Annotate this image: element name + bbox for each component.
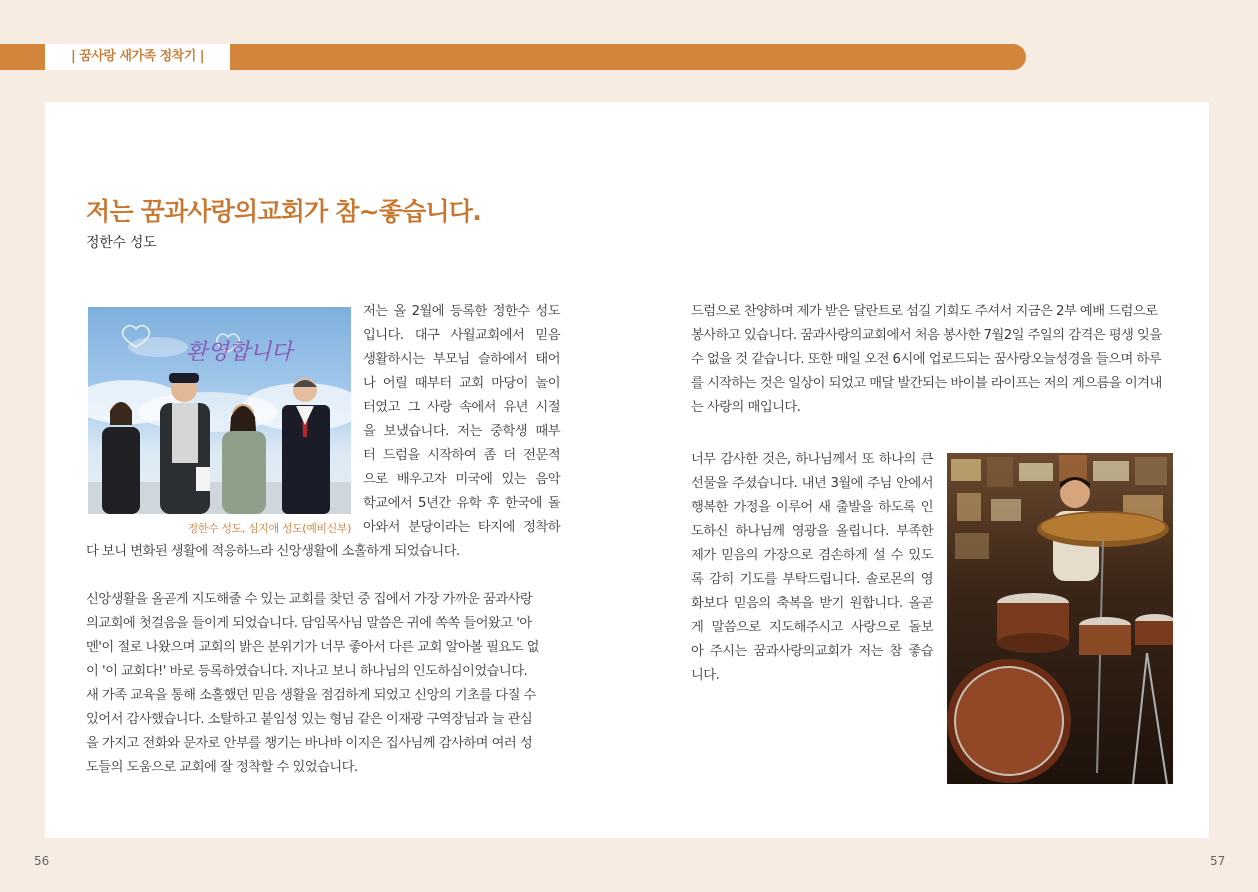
text-line: 도하신 하나님께 영광을 올립니다. 부족한 xyxy=(691,524,933,539)
text-line: 생활하시는 부모님 슬하에서 태어 xyxy=(363,352,560,367)
paragraph-serving xyxy=(691,300,1175,420)
photo-welcome-group-illustration xyxy=(88,307,351,514)
text-line: 멘'이 절로 나왔으며 교회의 밝은 분위기가 너무 좋아서 다른 교회 알아볼 필요도 없 xyxy=(86,640,539,655)
text-line: 을 가지고 전화와 문자로 안부를 챙기는 바나바 이지은 집사님께 감사하며 여러 성 xyxy=(86,736,533,751)
text-line: 선물을 주셨습니다. 내년 3월에 주님 안에서 xyxy=(691,476,933,491)
text-line: 으로 배우고자 미국에 있는 음악 xyxy=(363,472,560,487)
paragraph-intro-full xyxy=(86,540,560,564)
paragraph-gratitude xyxy=(691,448,933,688)
text-line: 행복한 가정을 이루어 새 출발을 하도록 인 xyxy=(691,500,933,515)
article-title: 저는 꿈과사랑의교회가 참~좋습니다. xyxy=(86,197,481,226)
photo-drummer-illustration xyxy=(947,453,1173,784)
text-line: 새 가족 교육을 통해 소홀했던 믿음 생활을 점검하게 되었고 신앙의 기초를 다질 수 xyxy=(86,688,536,703)
page-number-left: 56 xyxy=(34,854,50,868)
text-line: 아와서 분당이라는 타지에 정착하 xyxy=(363,520,560,535)
text-line: 게 말씀으로 지도해주시고 사랑으로 돌보 xyxy=(691,620,933,635)
paragraph-intro-narrow xyxy=(363,300,560,540)
article-author: 정한수 성도 xyxy=(86,235,157,251)
text-line: 신앙생활을 올곧게 지도해줄 수 있는 교회를 찾던 중 집에서 가장 가까운 꿈과사랑 xyxy=(86,592,533,607)
text-line: 이 '이 교회다!' 바로 등록하였습니다. 지나고 보니 하나님의 인도하심이었습니다. xyxy=(86,664,528,679)
text-line: 아 주시는 꿈과사랑의교회가 저는 참 좋습 xyxy=(691,644,933,659)
photo-welcome-group xyxy=(88,307,351,514)
text-line: 수 없을 것 같습니다. 또한 매일 오전 6시에 업로드되는 꿈사랑오늘성경을 들으며 하루 xyxy=(691,352,1162,367)
text-line: 터 드럼을 시작하여 좀 더 전문적 xyxy=(363,448,560,463)
text-line: 드럼으로 찬양하며 제가 받은 달란트로 섬길 기회도 주셔서 지금은 2부 예배 드럼으로 xyxy=(691,304,1158,319)
paragraph-settling xyxy=(86,588,560,780)
text-line: 는 사랑의 매입니다. xyxy=(691,400,801,415)
text-line: 제가 믿음의 가장으로 겸손하게 설 수 있도 xyxy=(691,548,933,563)
text-line: 터였고 그 사랑 속에서 유년 시절 xyxy=(363,400,560,415)
text-line: 너무 감사한 것은, 하나님께서 또 하나의 큰 xyxy=(691,452,933,467)
photo-caption: 정한수 성도, 심지애 성도(예비신부) xyxy=(187,522,351,535)
text-line: 나 어릴 때부터 교회 마당이 놀이 xyxy=(363,376,560,391)
text-line: 록 감히 기도를 부탁드립니다. 솔로몬의 영 xyxy=(691,572,933,587)
text-line: 을 보냈습니다. 저는 중학생 때부 xyxy=(363,424,560,439)
text-line: 봉사하고 있습니다. 꿈과사랑의교회에서 처음 봉사한 7월2일 주일의 감격은 평생 잊을 xyxy=(691,328,1162,343)
photo-drummer xyxy=(947,453,1173,784)
text-line: 니다. xyxy=(691,668,720,683)
text-line: 도들의 도움으로 교회에 잘 정착할 수 있었습니다. xyxy=(86,760,358,775)
text-line: 학교에서 5년간 유학 후 한국에 돌 xyxy=(363,496,560,511)
welcome-banner-text: 환영합니다 xyxy=(186,340,293,365)
text-line: 의교회에 첫걸음을 들이게 되었습니다. 담임목사님 말씀은 귀에 쏙쏙 들어왔고 '아 xyxy=(86,616,532,631)
text-line: 저는 올 2월에 등록한 정한수 성도 xyxy=(363,304,560,319)
text-line: 있어서 감사했습니다. 소탈하고 붙임성 있는 형님 같은 이재광 구역장님과 늘 관심 xyxy=(86,712,533,727)
page-number-right: 57 xyxy=(1210,854,1226,868)
text-line: 를 시작하는 것은 일상이 되었고 매달 발간되는 바이블 라이프는 저의 게으름을 이겨내 xyxy=(691,376,1162,391)
text-line: 다 보니 변화된 생활에 적응하느라 신앙생활에 소홀하게 되었습니다. xyxy=(86,544,460,559)
text-line: 입니다. 대구 사월교회에서 믿음 xyxy=(363,328,560,343)
section-label: | 꿈사랑 새가족 정착기 | xyxy=(45,44,230,70)
text-line: 화보다 믿음의 축복을 받기 원합니다. 올곧 xyxy=(691,596,933,611)
